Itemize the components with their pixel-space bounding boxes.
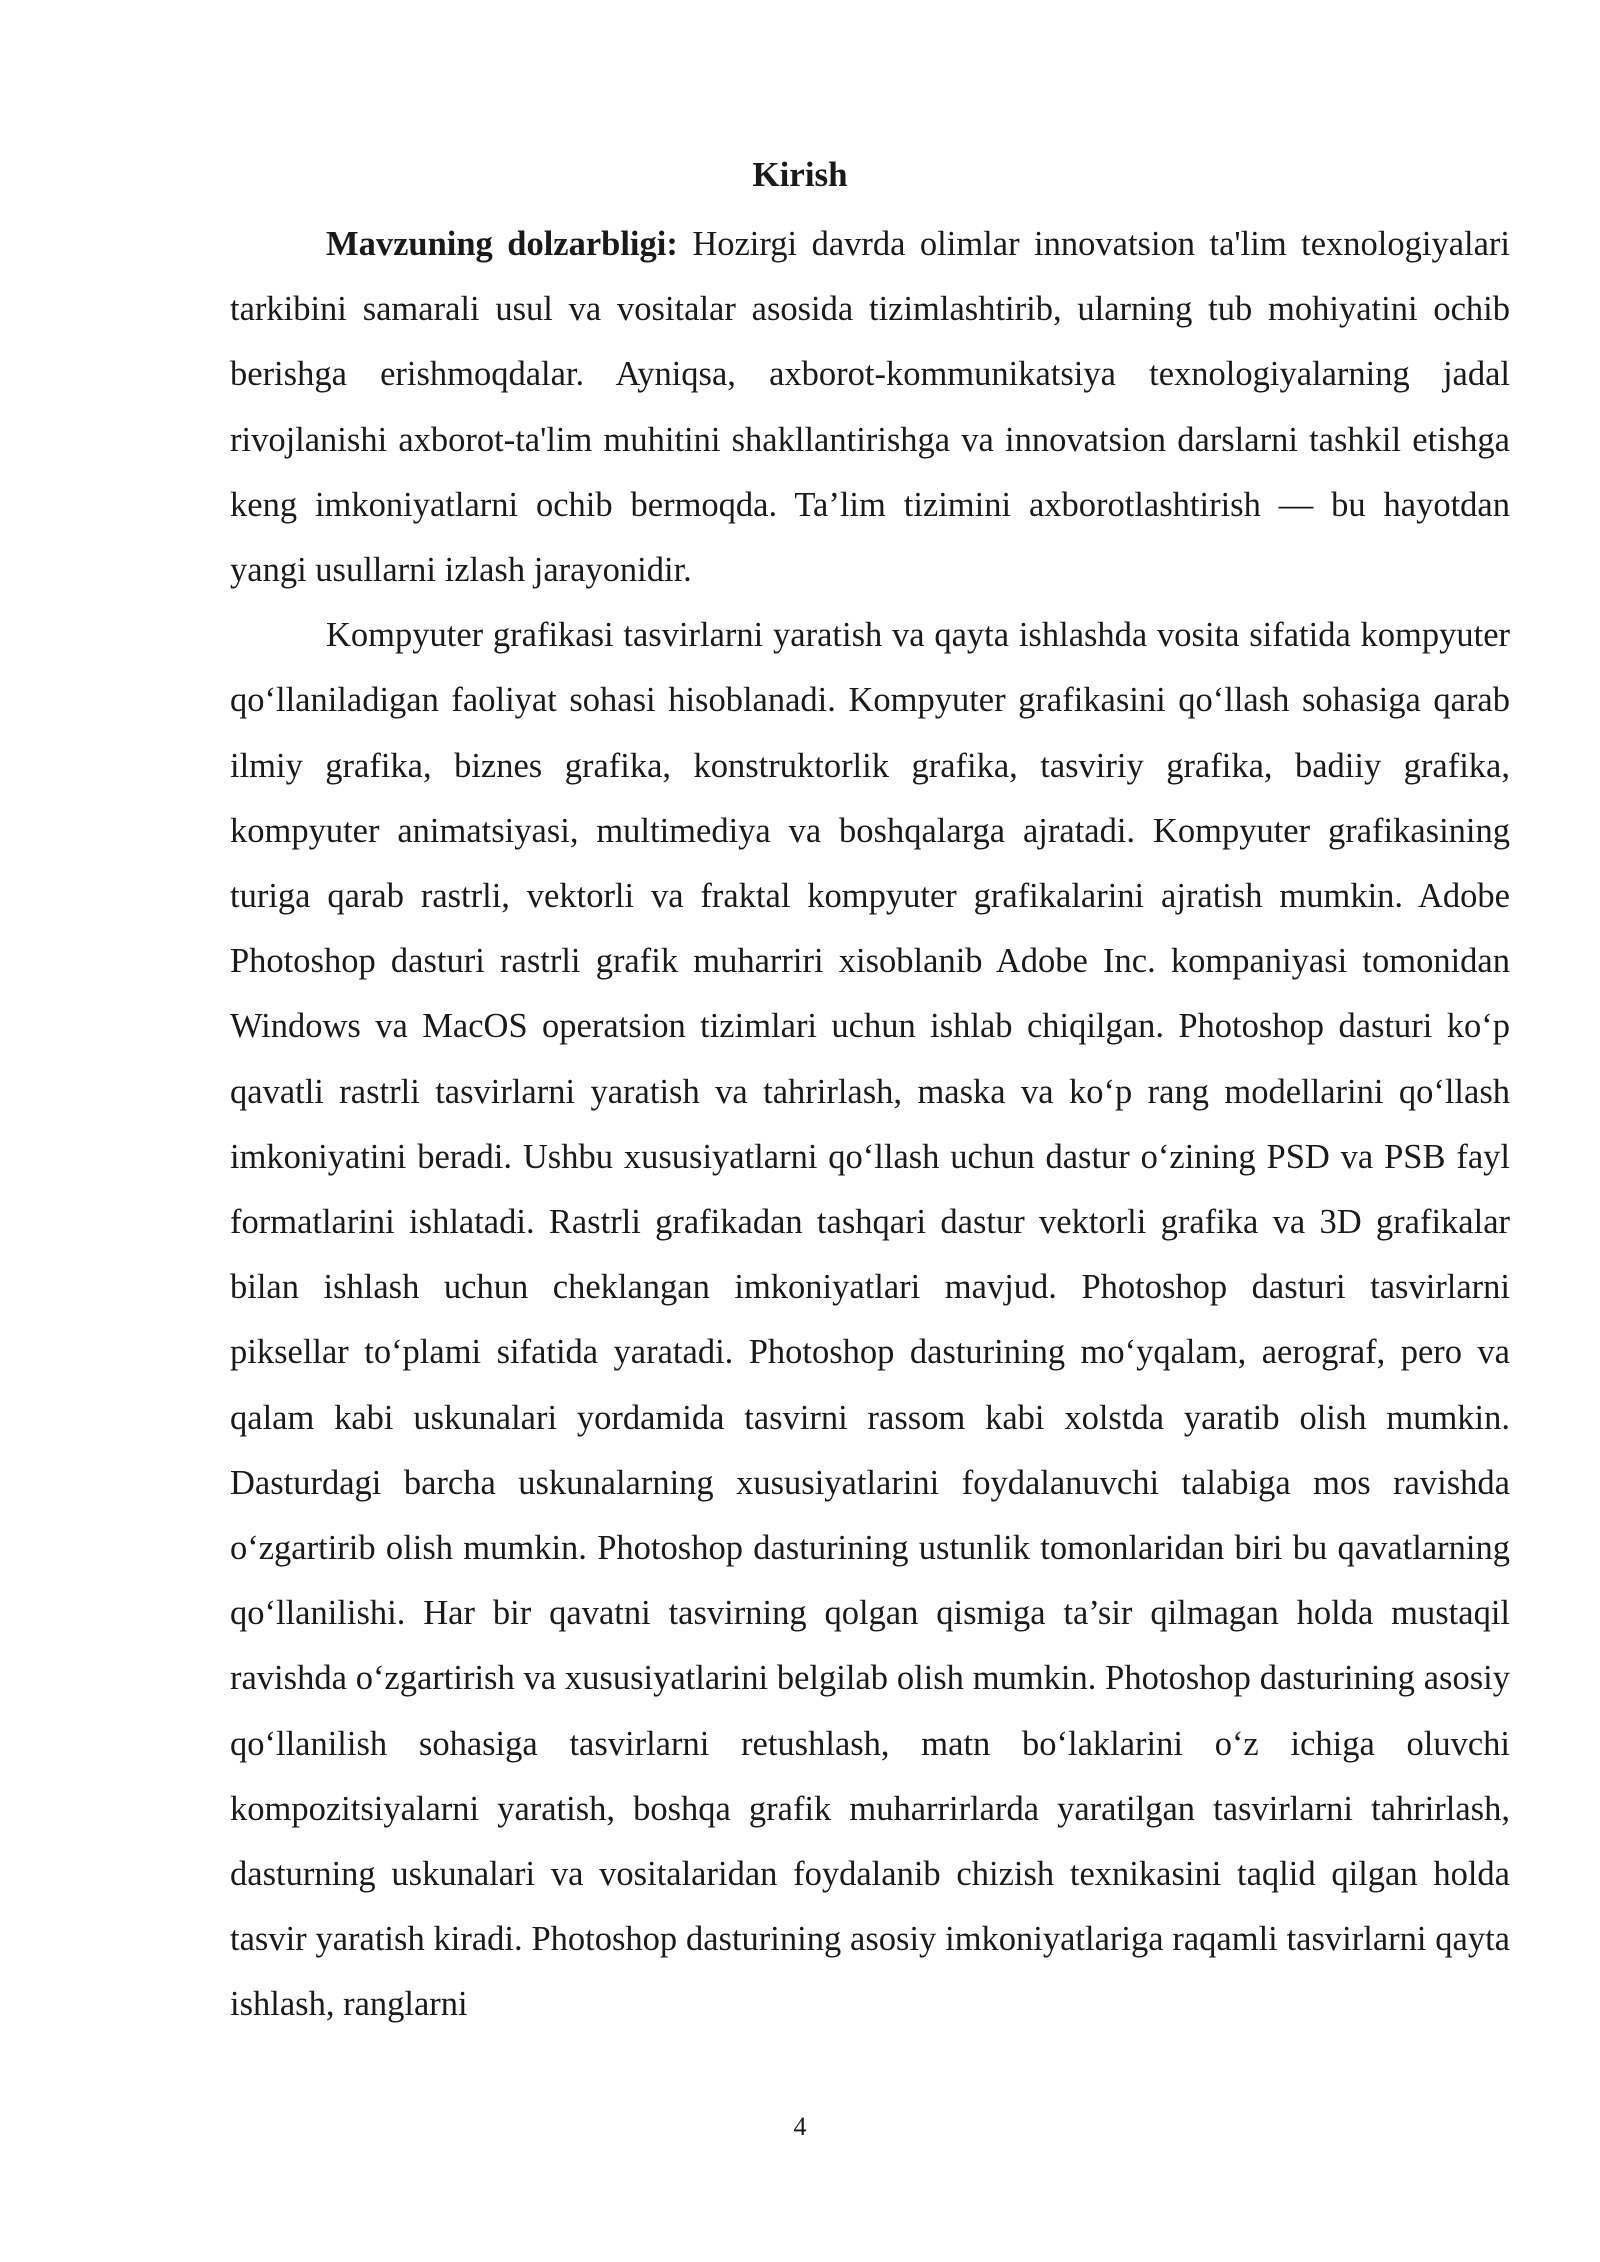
paragraph-text: Hozirgi davrda olimlar innovatsion ta'lim texnologiyalari tarkibini samarali usul va vositalar asosida tizimlashtirib, ularning tub mohiyatini ochib berishga erishmoqdalar. Ayniqsa, axborot-kommunikatsiya texnologiyalarning jadal rivojlanishi axborot-ta'lim muhitini shakllantirishga va innovatsion darslarni tashkil etishga keng imkoniyatlarni ochib bermoqda. Ta’lim tizimini axborotlashtirish — bu hayotdan yangi usullarni izlash jarayonidir.	[230, 225, 1510, 590]
paragraph-computer-graphics	[230, 603, 1510, 2037]
paragraph-lead-label: Mavzuning dolzarbligi:	[326, 225, 678, 263]
page-number: 4	[793, 2112, 807, 2141]
body-text	[230, 212, 1510, 2038]
section-heading: Kirish	[752, 155, 848, 194]
paragraph-relevance	[230, 212, 1510, 603]
paragraph-text: Kompyuter grafikasi tasvirlarni yaratish va qayta ishlashda vosita sifatida kompyuter qo‘llaniladigan faoliyat sohasi hisoblanadi. Kompyuter grafikasini qo‘llash sohasiga qarab ilmiy grafika, biznes grafika, konstruktorlik grafika, tasviriy grafika, badiiy grafika, kompyuter animatsiyasi, multimediya va boshqalarga ajratadi. Kompyuter grafikasining turiga qarab rastrli, vektorli va fraktal kompyuter grafikalarini ajratish mumkin. Adobe Photoshop dasturi rastrli grafik muharriri xisoblanib Adobe Inc. kompaniyasi tomonidan Windows va MacOS operatsion tizimlari uchun ishlab chiqilgan. Photoshop dasturi ko‘p qavatli rastrli tasvirlarni yaratish va tahrirlash, maska va ko‘p rang modellarini qo‘llash imkoniyatini beradi. Ushbu xususiyatlarni qo‘llash uchun dastur o‘zining PSD va PSB fayl formatlarini ishlatadi. Rastrli grafikadan tashqari dastur vektorli grafika va 3D grafikalar bilan ishlash uchun cheklangan imkoniyatlari mavjud. Photoshop dasturi tasvirlarni piksellar to‘plami sifatida yaratadi. Photoshop dasturining mo‘yqalam, aerograf, pero va qalam kabi uskunalari yordamida tasvirni rassom kabi xolstda yaratib olish mumkin. Dasturdagi barcha uskunalarning xususiyatlarini foydalanuvchi talabiga mos ravishda o‘zgartirib olish mumkin. Photoshop dasturining ustunlik tomonlaridan biri bu qavatlarning qo‘llanilishi. Har bir qavatni tasvirning qolgan qismiga ta’sir qilmagan holda mustaqil ravishda o‘zgartirish va xususiyatlarini belgilab olish mumkin. Photoshop dasturining asosiy qo‘llanilish sohasiga tasvirlarni retushlash, matn bo‘laklarini o‘z ichiga oluvchi kompozitsiyalarni yaratish, boshqa grafik muharrirlarda yaratilgan tasvirlarni tahrirlash, dasturning uskunalari va vositalaridan foydalanib chizish texnikasini taqlid qilgan holda tasvir yaratish kiradi. Photoshop dasturining asosiy imkoniyatlariga raqamli tasvirlarni qayta ishlash, ranglarni	[230, 616, 1510, 2024]
